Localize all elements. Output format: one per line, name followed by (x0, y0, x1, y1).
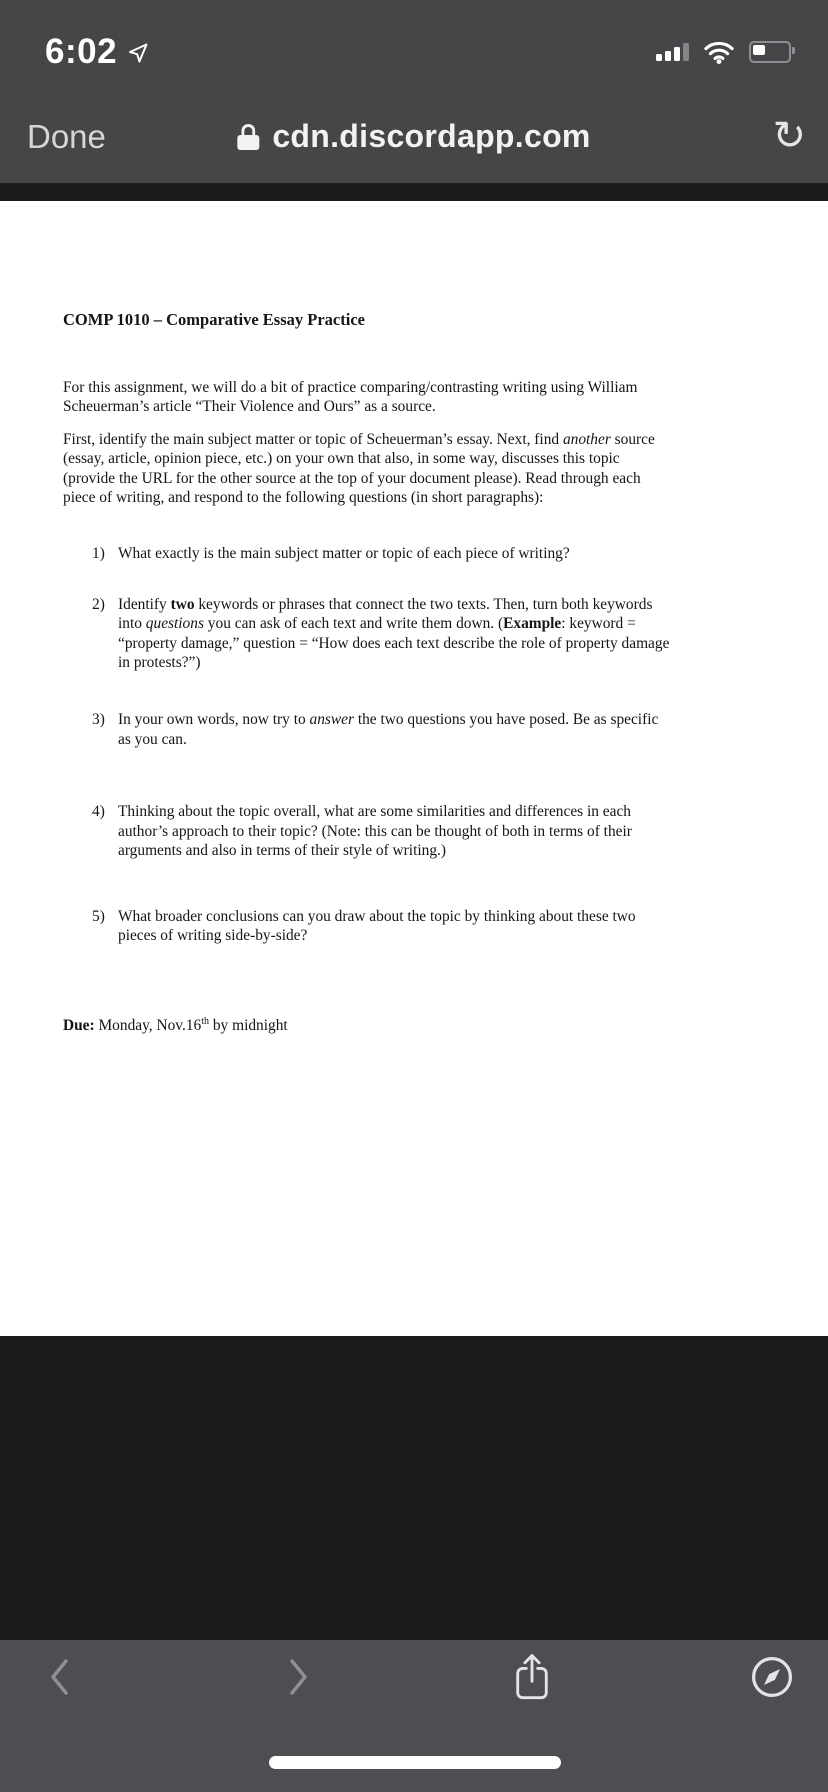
refresh-icon: ↻ (772, 113, 806, 159)
done-button[interactable]: Done (27, 90, 106, 183)
safari-navbar (0, 90, 828, 183)
document-title: COMP 1010 – Comparative Essay Practice (63, 310, 365, 329)
question-text: Thinking about the topic overall, what are some similarities and differences in each author’s approach to their topic? (Note: this can be thought of both in terms of their arguments and also in terms of their style of writing.) (118, 803, 632, 860)
url-field[interactable] (237, 90, 590, 183)
question-item (63, 595, 798, 673)
question-number: 2) (92, 595, 105, 613)
status-time-group (45, 32, 150, 72)
share-icon (512, 1651, 552, 1703)
question-number: 4) (92, 803, 105, 821)
question-number: 3) (92, 711, 105, 729)
intro-paragraph-2: First, identify the main subject matter or topic of Scheuerman’s essay. Next, find another source (essay, article, opinion piece, etc.) on your own that also, in some way, discusses this topic (provide the URL for the other source at the top of your document please). Read through each piece of writing, and respond to the following questions (in short paragraphs): (63, 430, 655, 507)
lock-icon (237, 124, 259, 150)
question-item (63, 802, 798, 860)
question-list (63, 544, 798, 945)
status-icons-group (656, 40, 795, 64)
open-in-safari-button[interactable] (742, 1649, 802, 1705)
question-number: 1) (92, 545, 105, 563)
question-item (63, 907, 798, 946)
refresh-button[interactable] (772, 90, 806, 183)
location-arrow-icon (126, 41, 150, 65)
status-bar (0, 0, 828, 90)
question-text: What broader conclusions can you draw about the topic by thinking about these two pieces of writing side-by-side? (118, 907, 636, 944)
url-text: cdn.discordapp.com (272, 118, 591, 154)
clock-time: 6:02 (45, 32, 118, 71)
compass-icon (749, 1654, 795, 1700)
question-number: 5) (92, 907, 105, 925)
question-item (63, 544, 798, 563)
home-indicator[interactable] (269, 1756, 561, 1769)
back-chevron-icon (47, 1656, 71, 1698)
battery-icon (749, 41, 791, 63)
back-button[interactable] (29, 1649, 89, 1705)
due-line (63, 1016, 798, 1035)
cellular-signal-icon (656, 43, 689, 61)
question-text: Identify two keywords or phrases that connect the two texts. Then, turn both keywords into questions you can ask of each text and write them down. (Example: keyword = “property damage,” question = “How does each text describe the role of property damage in protests?”) (118, 595, 670, 672)
page-gap (0, 183, 828, 201)
share-button[interactable] (502, 1649, 562, 1705)
intro-paragraph-1: For this assignment, we will do a bit of practice comparing/contrasting writing using William Scheuerman’s article “Their Violence and Ours” as a source. (63, 379, 638, 416)
due-text: Monday, Nov.16th by midnight (94, 1016, 288, 1035)
content-void (0, 1336, 828, 1640)
due-label: Due: (63, 1017, 95, 1035)
forward-chevron-icon (287, 1656, 311, 1698)
pdf-page[interactable] (0, 201, 828, 1336)
forward-button[interactable] (269, 1649, 329, 1705)
wifi-icon (703, 40, 735, 64)
question-item (63, 710, 798, 749)
question-text: What exactly is the main subject matter or topic of each piece of writing? (118, 545, 570, 563)
safari-toolbar (0, 1640, 828, 1792)
question-text: In your own words, now try to answer the two questions you have posed. Be as specific as you can. (118, 711, 659, 748)
